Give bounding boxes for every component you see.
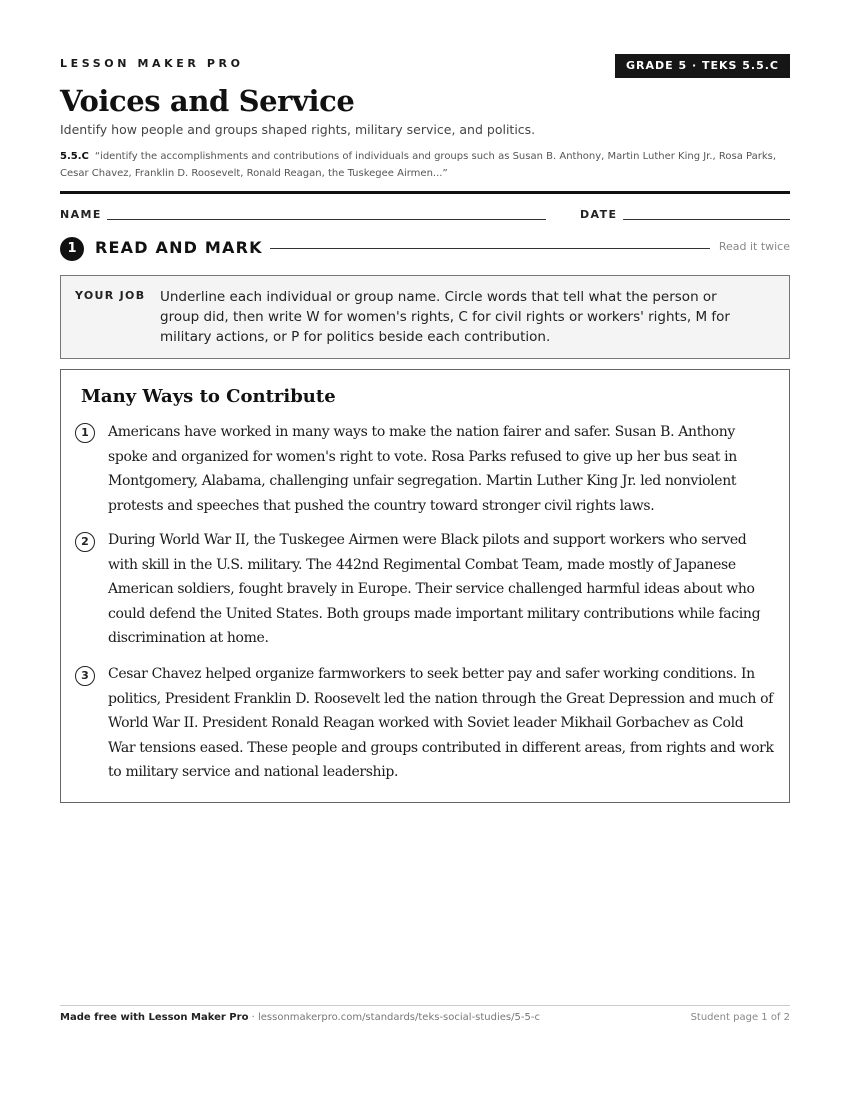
paragraph-number: 1 — [75, 423, 95, 443]
footer-credit — [60, 1012, 540, 1023]
name-field[interactable] — [107, 219, 546, 220]
paragraph-text: Americans have worked in many ways to make the nation fairer and safer. Susan B. Anthony spoke and organized for women's right to vote. Rosa Parks refused to give up her bus seat in Montgomery, Alabama, challenging unfair segregation. Martin Luther King Jr. led nonviolent protests and speeches that pushed the country toward stronger civil rights laws. — [108, 424, 737, 514]
instructions-box — [60, 275, 790, 359]
header-divider — [60, 191, 790, 194]
paragraph-text: Cesar Chavez helped organize farmworkers to seek better pay and safer working conditions. In politics, President Franklin D. Roosevelt led the nation through the Great Depression and much of World War II. President Ronald Reagan worked with Soviet leader Mikhail Gorbachev as Cold War tensions eased. These people and groups contributed in different areas, from rights and work to military service and national leadership. — [108, 666, 774, 780]
section-title: READ AND MARK — [95, 238, 263, 257]
instructions-label: YOUR JOB — [75, 289, 146, 302]
date-field[interactable] — [623, 219, 790, 220]
section-divider — [270, 248, 710, 249]
paragraph-text: During World War II, the Tuskegee Airmen were Black pilots and support workers who served with skill in the U.S. military. The 442nd Regimental Combat Team, made mostly of Japanese American soldiers, fought bravely in Europe. Their service challenged harmful ideas about who could defend the United States. Both groups made important military contributions while facing discrimination at home. — [108, 532, 761, 646]
page-title: Voices and Service — [60, 84, 355, 118]
footer-page-number: Student page 1 of 2 — [690, 1012, 790, 1023]
reading-title: Many Ways to Contribute — [81, 386, 336, 407]
brand-name: LESSON MAKER PRO — [60, 57, 244, 70]
page-subtitle: Identify how people and groups shaped rights, military service, and politics. — [60, 122, 536, 137]
worksheet-page — [60, 0, 790, 1100]
standard-code: 5.5.C — [60, 151, 89, 162]
section-number-badge: 1 — [60, 237, 84, 261]
standard-text: “identify the accomplishments and contributions of individuals and groups such as Susan B. Anthony, Martin Luther King Jr., Rosa Parks, Cesar Chavez, Franklin D. Roosevelt, Ronald Reagan, the Tuskegee Airmen...” — [60, 151, 777, 179]
footer-url[interactable]: · lessonmakerpro.com/standards/teks-social-studies/5-5-c — [248, 1012, 540, 1023]
name-label: NAME — [60, 208, 102, 221]
standard-citation — [60, 148, 790, 182]
footer-made-with: Made free with Lesson Maker Pro — [60, 1012, 249, 1023]
date-label: DATE — [580, 208, 618, 221]
reading-passage — [60, 369, 790, 803]
footer-divider — [60, 1005, 790, 1006]
grade-badge: GRADE 5 · TEKS 5.5.C — [615, 54, 790, 78]
paragraph-number: 2 — [75, 532, 95, 552]
paragraph-number: 3 — [75, 666, 95, 686]
instructions-text: Underline each individual or group name. Circle words that tell what the person or group did, then write W for women's rights, C for civil rights or workers' rights, M for military actions, or P for politics beside each contribution. — [160, 289, 730, 345]
section-note: Read it twice — [718, 240, 790, 253]
